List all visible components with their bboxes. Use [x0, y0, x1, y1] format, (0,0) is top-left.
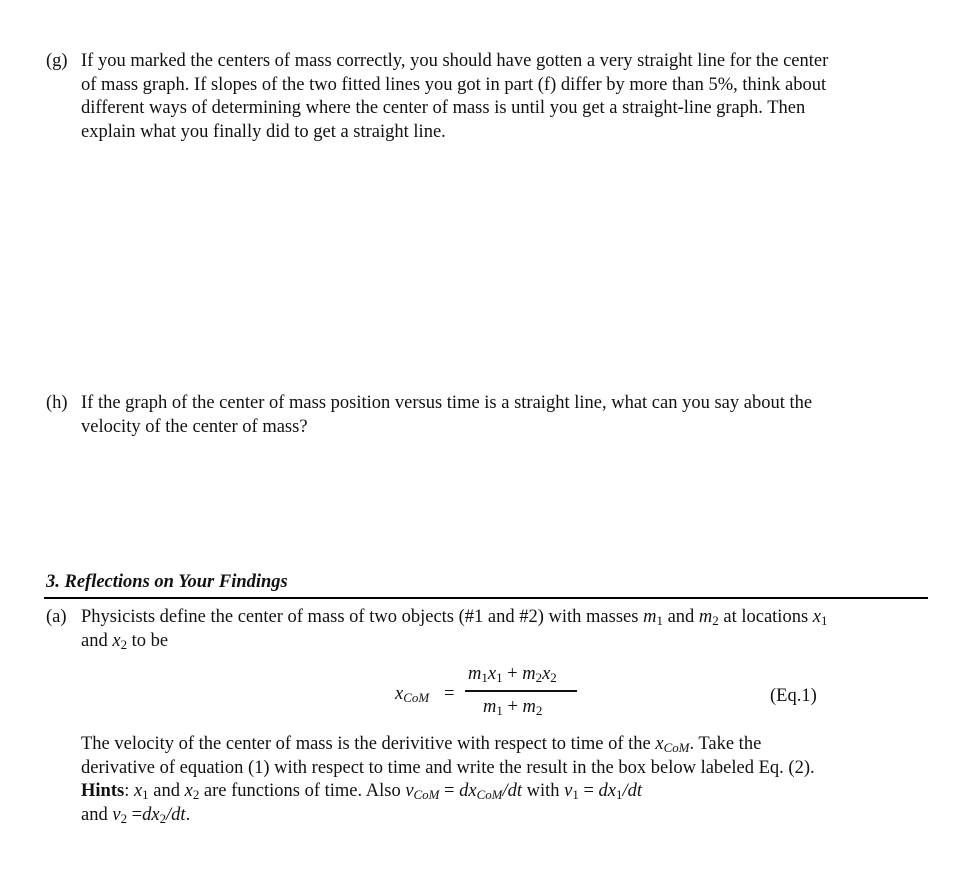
question-g-line: If you marked the centers of mass correctly, you should have gotten a very straight line for the center: [81, 51, 829, 71]
equation-label: (Eq.1): [770, 686, 817, 706]
question-g-line: explain what you finally did to get a straight line.: [81, 121, 446, 142]
question-h-line: velocity of the center of mass?: [81, 416, 308, 437]
question-a-line: Physicists define the center of mass of two objects (#1 and #2) with masses $m_1$ and $m_2$ at locations $x_1$: [81, 607, 828, 629]
fraction-bar: [465, 690, 577, 692]
question-h-line: If the graph of the center of mass position versus time is a straight line, what can you say about the: [81, 393, 813, 413]
question-g-line: different ways of determining where the center of mass is until you get a straight-line graph. Then: [81, 98, 806, 118]
question-a-tag: (a): [46, 607, 67, 627]
question-a-text: [81, 606, 827, 653]
paragraph-line: The velocity of the center of mass is the derivitive with respect to time of the $x_{CoM}$. Take the: [81, 734, 762, 756]
equation-equals: =: [444, 684, 455, 704]
equation-denominator: $m_1 + m_2$: [483, 697, 543, 719]
paragraph-line: derivative of equation (1) with respect to time and write the result in the box below labeled Eq. (2).: [81, 757, 815, 778]
velocity-paragraph: [81, 733, 941, 827]
question-h-tag: (h): [46, 393, 68, 413]
question-g-tag: (g): [46, 51, 68, 71]
question-a-line: and $x_2$ to be: [81, 630, 169, 652]
question-g-line: of mass graph. If slopes of the two fitted lines you got in part (f) differ by more than 5%, think about: [81, 74, 827, 95]
hints-label: Hints: [81, 781, 125, 801]
question-g-text: [81, 50, 828, 144]
equation-lhs: $x_{CoM}$: [395, 684, 430, 706]
paragraph-line: and $v_2 =dx_2/dt$.: [81, 804, 191, 826]
section-title: 3. Reflections on Your Findings: [46, 572, 288, 592]
equation-numerator: $m_1x_1 + m_2x_2$: [468, 664, 557, 686]
question-h-text: [81, 392, 812, 439]
section-divider: [44, 597, 928, 599]
paragraph-line: Hints: $x_1$ and $x_2$ are functions of time. Also $v_{CoM} = dx_{CoM}/dt$ with $v_1 = dx_1/dt$: [81, 781, 642, 803]
